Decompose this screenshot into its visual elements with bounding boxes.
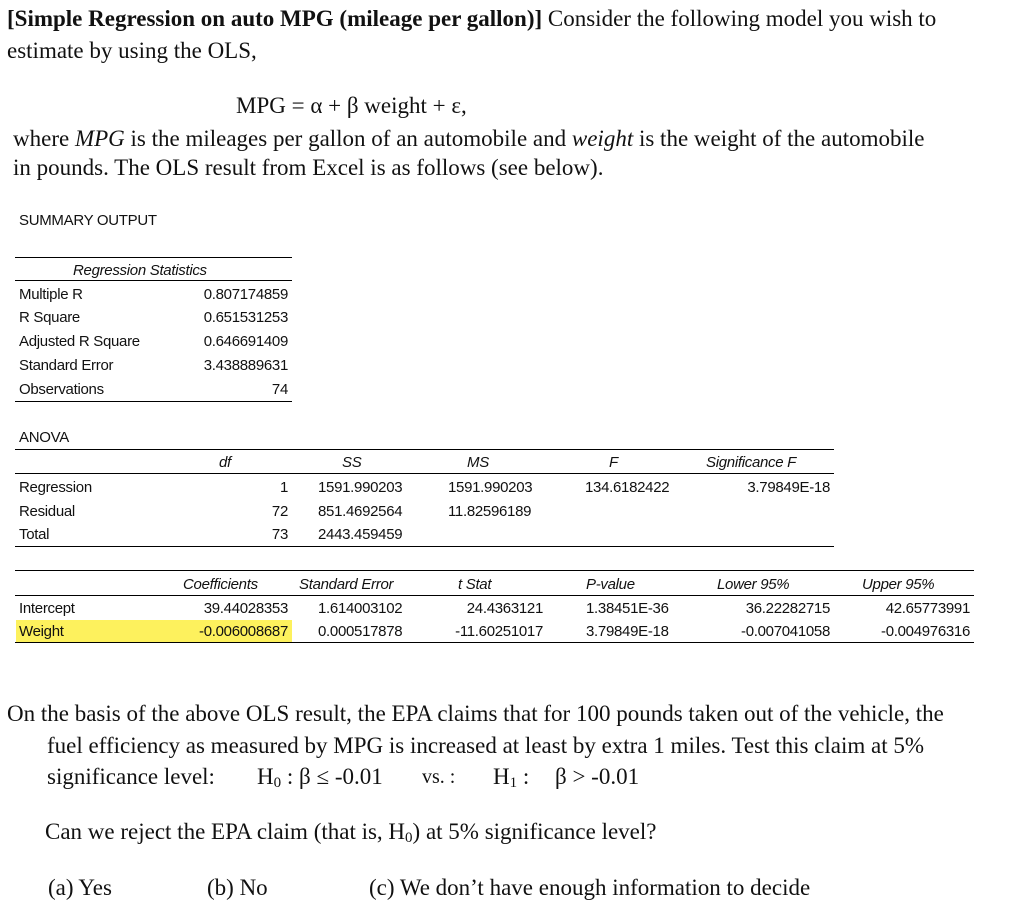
anova-bottom-rule [15, 546, 834, 547]
coef-header-coefficients: Coefficients [183, 576, 258, 593]
anova-header-f: F [609, 454, 618, 471]
coef-header-p-value: P-value [586, 576, 635, 593]
coef-t-stat: -11.60251017 [455, 623, 543, 640]
model-equation: MPG = α + β weight + ε, [236, 93, 467, 118]
coef-value-weight: -0.006008687 [199, 623, 288, 640]
anova-header-rule [15, 473, 834, 474]
weight-variable: weight [571, 126, 634, 151]
alternative-hypothesis: $H_1$ : [493, 764, 530, 791]
versus-label: vs. : [422, 766, 456, 788]
stat-label: Multiple R [19, 286, 83, 303]
stat-label: Adjusted R Square [19, 333, 140, 350]
anova-top-rule [15, 449, 834, 450]
anova-ss: 1591.990203 [318, 479, 403, 496]
intro-text: Consider the following model you wish to [542, 6, 937, 31]
alternative-hypothesis-condition: β > -0.01 [555, 764, 640, 789]
where-line-2: in pounds. The OLS result from Excel is as follows (see below). [13, 155, 604, 180]
anova-f: 134.6182422 [585, 479, 670, 496]
anova-header-ss: SS [342, 454, 362, 471]
coef-t-stat: 24.4363121 [466, 600, 543, 617]
anova-ss: 2443.459459 [318, 526, 403, 543]
anova-ss: 851.4692564 [318, 503, 403, 520]
significance-level-label: significance level: [47, 764, 215, 789]
reg-stats-header: Regression Statistics [73, 262, 207, 279]
anova-header-df: df [219, 454, 231, 471]
anova-header-significance-f: Significance F [706, 454, 797, 471]
reject-question: Can we reject the EPA claim (that is, $H_0$) at 5% significance level? [45, 819, 657, 846]
option-c[interactable]: (c) We don’t have enough information to decide [369, 875, 811, 900]
intro-line-2: estimate by using the OLS, [7, 38, 257, 63]
anova-row-label: Residual [19, 503, 75, 520]
anova-row-label: Regression [19, 479, 92, 496]
coef-row-label: Intercept [19, 600, 75, 617]
where-text-3: is the weight of the automobile [633, 126, 925, 151]
anova-header-ms: MS [467, 454, 489, 471]
intro-line-1 [7, 4, 936, 34]
where-line-1 [13, 124, 925, 154]
coef-p-value: 3.79849E-18 [586, 623, 669, 640]
reg-stats-bottom-rule [15, 401, 292, 402]
coef-p-value: 1.38451E-36 [586, 600, 669, 617]
stat-label: Standard Error [19, 357, 114, 374]
option-a[interactable]: (a) Yes [48, 875, 112, 900]
anova-ms: 11.82596189 [448, 503, 532, 520]
question-line-2: fuel efficiency as measured by MPG is increased at least by extra 1 miles. Test this claim at 5% [47, 733, 925, 758]
reg-stats-header-rule [15, 280, 292, 281]
option-b[interactable]: (b) No [207, 875, 268, 900]
coef-header-standard-error: Standard Error [299, 576, 394, 593]
reg-stats-top-rule [15, 257, 292, 258]
coef-standard-error: 0.000517878 [318, 623, 403, 640]
coef-value: 39.44028353 [203, 600, 288, 617]
anova-title: ANOVA [19, 429, 69, 446]
stat-value: 0.807174859 [203, 286, 288, 303]
coef-standard-error: 1.614003102 [318, 600, 403, 617]
coef-bottom-rule [15, 642, 974, 643]
where-text-2: is the mileages per gallon of an automobile and [124, 126, 572, 151]
question-line-1: On the basis of the above OLS result, the EPA claims that for 100 pounds taken out of the vehicle, the [7, 701, 944, 726]
problem-title: [Simple Regression on auto MPG (mileage per gallon)] [7, 6, 543, 31]
coef-top-rule [15, 570, 974, 571]
coef-header-lower-95: Lower 95% [717, 576, 790, 593]
coef-header-upper-95: Upper 95% [862, 576, 935, 593]
coef-lower-95: -0.007041058 [741, 623, 830, 640]
mpg-variable: MPG [74, 126, 125, 151]
summary-output-title: SUMMARY OUTPUT [19, 212, 157, 229]
coef-header-t-stat: t Stat [458, 576, 492, 593]
stat-label: Observations [19, 381, 104, 398]
stat-value: 0.646691409 [203, 333, 288, 350]
anova-row-label: Total [19, 526, 50, 543]
coef-upper-95: 42.65773991 [885, 600, 970, 617]
coef-lower-95: 36.22282715 [745, 600, 830, 617]
stat-label: R Square [19, 309, 80, 326]
question-line-3 [47, 762, 215, 792]
coef-row-label-weight: Weight [19, 623, 64, 640]
stat-value: 0.651531253 [203, 309, 288, 326]
anova-df: 1 [279, 479, 288, 496]
anova-df: 72 [271, 503, 288, 520]
where-text-1: where [13, 126, 75, 151]
anova-ms: 1591.990203 [448, 479, 533, 496]
anova-significance-f: 3.79849E-18 [747, 479, 830, 496]
anova-df: 73 [271, 526, 288, 543]
coef-upper-95: -0.004976316 [881, 623, 970, 640]
stat-value: 74 [271, 381, 288, 398]
coef-header-rule [15, 595, 974, 596]
stat-value: 3.438889631 [203, 357, 288, 374]
null-hypothesis: $H_0$ : β ≤ -0.01 [257, 764, 383, 791]
